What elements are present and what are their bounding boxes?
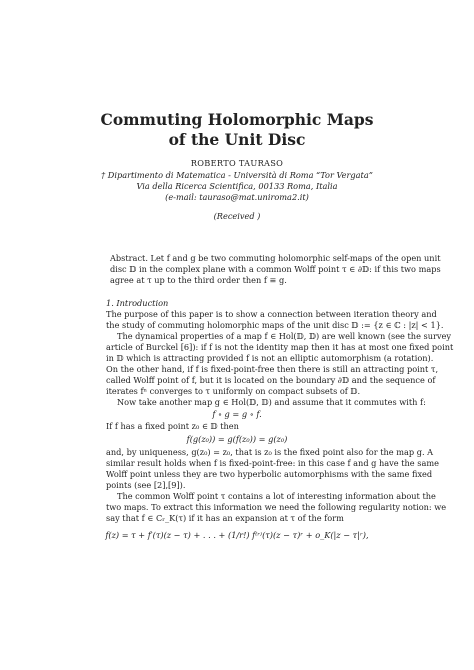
paragraph-3: Now take another map g ∈ Hol(𝔻, 𝔻) and assume that it commutes with f:	[117, 397, 426, 407]
equation-fixed-point: f(g(z₀)) = g(f(z₀)) = g(z₀)	[186, 434, 288, 444]
received-note: (Received )	[213, 211, 261, 221]
paragraph-5-line-1: and, by uniqueness, g(z₀) = z₀, that is z₀ is the fixed point also for the map g. A	[106, 447, 434, 457]
author-name: ROBERTO TAURASO	[190, 158, 284, 168]
equation-expansion: f(z) = τ + f′(τ)(z − τ) + . . . + (1/r!) f⁽ʳ⁾(τ)(z − τ)ʳ + o_K(|z − τ|ʳ),	[105, 530, 369, 540]
equation-commute: f ∘ g = g ∘ f.	[212, 409, 262, 419]
abstract-line-2: disc 𝔻 in the complex plane with a common Wolff point τ ∈ ∂𝔻: if this two maps	[110, 264, 441, 274]
affiliation-line-2: Via della Ricerca Scientifica, 00133 Roma, Italia	[136, 181, 338, 191]
affiliation-email: (e-mail: tauraso@mat.uniroma2.it)	[165, 192, 309, 202]
paragraph-5-line-2: similar result holds when f is fixed-point-free: in this case f and g have the same	[106, 458, 439, 468]
paragraph-6-line-1: The common Wolff point τ contains a lot of interesting information about the	[117, 491, 436, 501]
paragraph-1-line-2: the study of commuting holomorphic maps of the unit disc 𝔻 := {z ∈ ℂ : |z| < 1}.	[106, 320, 444, 330]
abstract-line-3: agree at τ up to the third order then f ≡ g.	[110, 275, 287, 285]
affiliation-line-1: † Dipartimento di Matematica - Università di Roma “Tor Vergata”	[101, 170, 373, 180]
paragraph-2-line-4: On the other hand, if f is fixed-point-free then there is still an attracting point τ,	[106, 364, 439, 374]
paragraph-5-line-4: points (see [2],[9]).	[106, 480, 186, 490]
paragraph-4: If f has a fixed point z₀ ∈ 𝔻 then	[106, 421, 239, 431]
paragraph-1-line-1: The purpose of this paper is to show a connection between iteration theory and	[106, 309, 437, 319]
section-heading: 1. Introduction	[106, 298, 169, 308]
paragraph-5-line-3: Wolff point unless they are two hyperbolic automorphisms with the same fixed	[106, 469, 433, 479]
paragraph-6-line-3: say that f ∈ Cᵣ_K(τ) if it has an expansion at τ of the form	[106, 513, 344, 523]
paper-title-line-1: Commuting Holomorphic Maps	[100, 110, 374, 129]
paper-title-line-2: of the Unit Disc	[168, 130, 306, 149]
abstract-line-1: Abstract. Let f and g be two commuting holomorphic self-maps of the open unit	[110, 253, 441, 263]
paragraph-2-line-6: iterates fⁿ converges to τ uniformly on compact subsets of 𝔻.	[106, 386, 361, 396]
paragraph-2-line-3: in 𝔻 which is attracting provided f is not an elliptic automorphism (a rotation).	[106, 353, 434, 363]
paragraph-2-line-2: article of Burckel [6]): if f is not the identity map then it has at most one fixed point	[106, 342, 454, 352]
paragraph-2-line-1: The dynamical properties of a map f ∈ Hol(𝔻, 𝔻) are well known (see the survey	[117, 331, 452, 341]
paragraph-6-line-2: two maps. To extract this information we need the following regularity notion: we	[106, 502, 447, 512]
paragraph-2-line-5: called Wolff point of f, but it is located on the boundary ∂𝔻 and the sequence of	[106, 375, 436, 385]
